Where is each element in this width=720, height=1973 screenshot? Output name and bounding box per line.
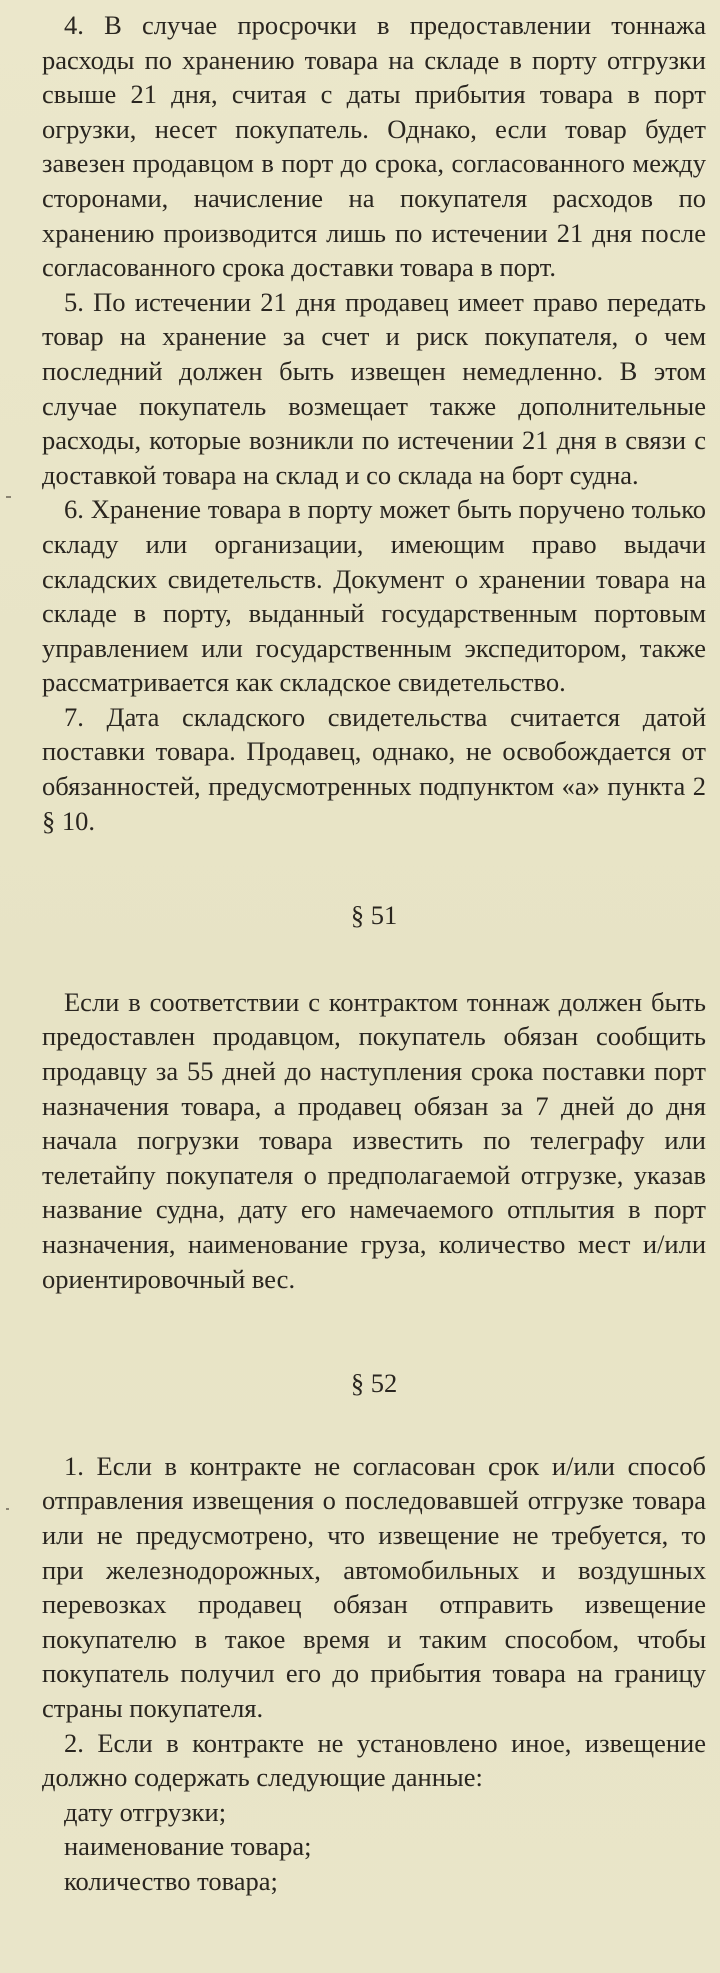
list-item: дату отгрузки;: [64, 1796, 227, 1827]
data-items-list: [42, 1795, 706, 1899]
section-52-paragraph-2: 2. Если в контракте не установлено иное, извещение должно содержать следующие данные:: [42, 1727, 706, 1793]
paragraph-6: 6. Хранение товара в порту может быть поручено только складу или организации, имеющим право выдачи складских свидетельств. Документ о хранении товара на складе в порту, выданный государственным портовым управлением или государственным экспедитором, также рассматривается как складское свидетельство.: [42, 494, 706, 698]
section-51-text: Если в соответствии с контрактом тоннаж должен быть предоставлен продавцом, покупатель обязан сообщить продавцу за 55 дней до наступления срока поставки порт назначения товара, а продавец обязан за 7 дней до дня начала погрузки товара известить по телеграфу или телетайпу покупателя о предполагаемой отгрузке, указав название судна, дату его намечаемого отплытия в порт назначения, наименование груза, количество мест и/или ориентировочный вес.: [42, 986, 706, 1294]
margin-mark: [6, 1508, 9, 1510]
section-52-paragraph-1: 1. Если в контракте не согласован срок и/или способ отправления извещения о последовавшей отгрузке товара или не предусмотрено, что извещение не требуется, то при железнодорожных, автомобильных и воздушных перевозках продавец обязан отправить извещение покупателю в такое время и таким способом, чтобы покупатель получил его до прибытия товара на границу страны покупателя.: [42, 1450, 706, 1723]
section-heading-52: § 52: [350, 1368, 398, 1399]
list-item: количество товара;: [64, 1865, 278, 1896]
paragraph-5: 5. По истечении 21 дня продавец имеет право передать товар на хранение за счет и риск покупателя, о чем последний должен быть извещен немедленно. В этом случае покупатель возмещает также дополнительные расходы, которые возникли по истечении 21 дня в связи с доставкой товара на склад и со склада на борт судна.: [42, 286, 706, 490]
margin-mark: [6, 496, 11, 498]
list-item: наименование товара;: [64, 1831, 312, 1862]
paragraph-7: 7. Дата складского свидетельства считается датой поставки товара. Продавец, однако, не освобождается от обязанностей, предусмотренных подпунктом «а» пункта 2 § 10.: [42, 701, 706, 836]
paragraph-4: 4. В случае просрочки в предоставлении тоннажа расходы по хранению товара на складе в порту отгрузки свыше 21 дня, считая с даты прибытия товара в порт огрузки, несет покупатель. Однако, если товар будет завезен продавцом в порт до срока, согласованного между сторонами, начисление на покупателя расходов по хранению производится лишь по истечении 21 дня после согласованного срока доставки товара в порт.: [42, 10, 706, 283]
section-heading-51: § 51: [350, 900, 398, 931]
